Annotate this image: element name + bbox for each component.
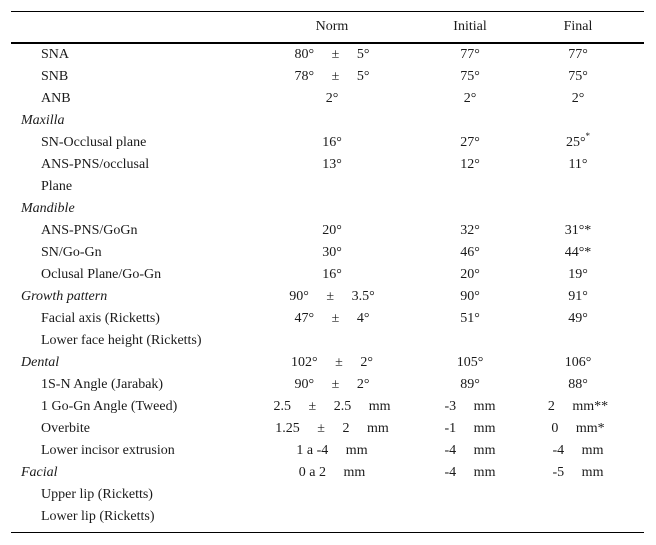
initial-cell-value: 77° <box>460 47 480 62</box>
row-label: 1S-N Angle (Jarabak) <box>41 377 164 392</box>
norm-cell <box>270 289 394 305</box>
norm-cell-value: 80° ± 5° <box>294 47 370 62</box>
initial-cell-value: -1 mm <box>444 421 496 436</box>
final-cell <box>528 421 628 437</box>
norm-cell-value: 78° ± 5° <box>294 69 370 84</box>
final-cell <box>528 245 628 261</box>
final-cell-value: 75° <box>568 69 588 84</box>
initial-cell <box>422 399 518 415</box>
final-cell <box>528 399 628 415</box>
initial-cell-value: 46° <box>460 245 480 260</box>
initial-cell <box>422 91 518 107</box>
initial-cell <box>422 289 518 305</box>
table-bottom-rule <box>11 532 644 533</box>
section-label: Maxilla <box>21 113 65 128</box>
norm-cell-value: 2° <box>325 91 339 106</box>
norm-cell-value: 16° <box>322 267 342 282</box>
section-label: Growth pattern <box>21 289 108 304</box>
header-final: Final <box>563 19 593 34</box>
table-top-rule <box>11 11 644 12</box>
initial-cell <box>422 377 518 393</box>
final-cell <box>528 377 628 393</box>
row-label: 1 Go-Gn Angle (Tweed) <box>41 399 178 414</box>
final-cell-value: 77° <box>568 47 588 62</box>
norm-cell <box>270 47 394 63</box>
final-cell <box>528 355 628 371</box>
norm-cell-value: 1 a -4 mm <box>296 443 368 458</box>
norm-cell <box>270 135 394 151</box>
initial-cell <box>422 223 518 239</box>
final-cell <box>528 131 628 151</box>
final-cell <box>528 69 628 85</box>
initial-cell-value: 20° <box>460 267 480 282</box>
row-label: SNA <box>41 47 70 62</box>
final-cell-value: 19° <box>568 267 588 282</box>
row-label: SN/Go-Gn <box>41 245 102 260</box>
initial-cell <box>422 267 518 283</box>
final-cell-value: 11° <box>568 157 588 172</box>
norm-cell <box>270 267 394 283</box>
final-cell-value: 2 mm** <box>547 399 609 414</box>
initial-cell-value: 90° <box>460 289 480 304</box>
norm-cell-value: 20° <box>322 223 342 238</box>
norm-cell-value: 47° ± 4° <box>294 311 370 326</box>
norm-cell-value: 13° <box>322 157 342 172</box>
row-label: Facial axis (Ricketts) <box>41 311 160 326</box>
initial-cell <box>422 311 518 327</box>
norm-cell <box>270 421 394 437</box>
initial-cell <box>422 443 518 459</box>
final-cell-value: 44°* <box>564 245 592 260</box>
norm-cell <box>270 245 394 261</box>
row-label: SNB <box>41 69 69 84</box>
norm-cell <box>270 157 394 173</box>
norm-cell-value: 1.25 ± 2 mm <box>275 421 389 436</box>
norm-cell-value: 30° <box>322 245 342 260</box>
norm-cell <box>270 399 394 415</box>
initial-cell <box>422 465 518 481</box>
initial-cell <box>422 135 518 151</box>
initial-cell <box>422 69 518 85</box>
initial-cell-value: 51° <box>460 311 480 326</box>
final-cell-value: 49° <box>568 311 588 326</box>
row-label: SN-Occlusal plane <box>41 135 147 150</box>
final-cell-value: 88° <box>568 377 588 392</box>
row-label: Lower incisor extrusion <box>41 443 175 458</box>
final-cell <box>528 289 628 305</box>
row-label: Oclusal Plane/Go-Gn <box>41 267 162 282</box>
header-rule <box>11 42 644 44</box>
initial-cell-value: 27° <box>460 135 480 150</box>
section-label: Facial <box>21 465 58 480</box>
header-norm: Norm <box>315 19 349 34</box>
section-label: Dental <box>21 355 60 370</box>
norm-cell <box>270 69 394 85</box>
initial-cell-value: -4 mm <box>444 465 496 480</box>
initial-cell-value: -3 mm <box>444 399 496 414</box>
final-cell <box>528 47 628 63</box>
final-cell-value: 2° <box>571 91 585 106</box>
norm-cell <box>270 465 394 481</box>
norm-cell-value: 2.5 ± 2.5 mm <box>273 399 391 414</box>
section-label: Mandible <box>21 201 75 216</box>
final-cell <box>528 157 628 173</box>
initial-cell-value: 12° <box>460 157 480 172</box>
header-initial: Initial <box>453 19 487 34</box>
final-cell <box>528 267 628 283</box>
initial-cell-value: 2° <box>463 91 477 106</box>
significance-marker: * <box>585 131 591 142</box>
row-label: Lower face height (Ricketts) <box>41 333 202 348</box>
final-cell-value: 106° <box>564 355 592 370</box>
final-cell <box>528 91 628 107</box>
row-label: ANB <box>41 91 71 106</box>
initial-cell-value: 75° <box>460 69 480 84</box>
norm-cell <box>270 311 394 327</box>
norm-cell-value: 0 a 2 mm <box>298 465 366 480</box>
row-label: ANS-PNS/occlusal <box>41 157 150 172</box>
norm-cell-value: 90° ± 3.5° <box>289 289 375 304</box>
row-label: Upper lip (Ricketts) <box>41 487 153 502</box>
initial-cell <box>422 157 518 173</box>
norm-cell-value: 102° ± 2° <box>291 355 373 370</box>
final-cell-value: 0 mm* <box>551 421 605 436</box>
norm-cell <box>270 223 394 239</box>
final-cell-value: -5 mm <box>552 465 604 480</box>
initial-cell-value: 32° <box>460 223 480 238</box>
norm-cell <box>270 355 394 371</box>
norm-cell <box>270 91 394 107</box>
initial-cell <box>422 47 518 63</box>
row-label: Lower lip (Ricketts) <box>41 509 155 524</box>
row-label: Plane <box>41 179 73 194</box>
row-label: Overbite <box>41 421 90 436</box>
norm-cell <box>270 377 394 393</box>
norm-cell <box>270 443 394 459</box>
final-cell-value: 91° <box>568 289 588 304</box>
initial-cell-value: 105° <box>456 355 484 370</box>
final-cell <box>528 443 628 459</box>
row-label: ANS-PNS/GoGn <box>41 223 138 238</box>
initial-cell <box>422 355 518 371</box>
final-cell-value: 25° <box>565 135 586 150</box>
initial-cell-value: 89° <box>460 377 480 392</box>
initial-cell-value: -4 mm <box>444 443 496 458</box>
final-cell <box>528 311 628 327</box>
final-cell-value: 31°* <box>564 223 592 238</box>
final-cell <box>528 223 628 239</box>
final-cell <box>528 465 628 481</box>
norm-cell-value: 16° <box>322 135 342 150</box>
final-cell-value: -4 mm <box>552 443 604 458</box>
norm-cell-value: 90° ± 2° <box>294 377 370 392</box>
initial-cell <box>422 245 518 261</box>
initial-cell <box>422 421 518 437</box>
